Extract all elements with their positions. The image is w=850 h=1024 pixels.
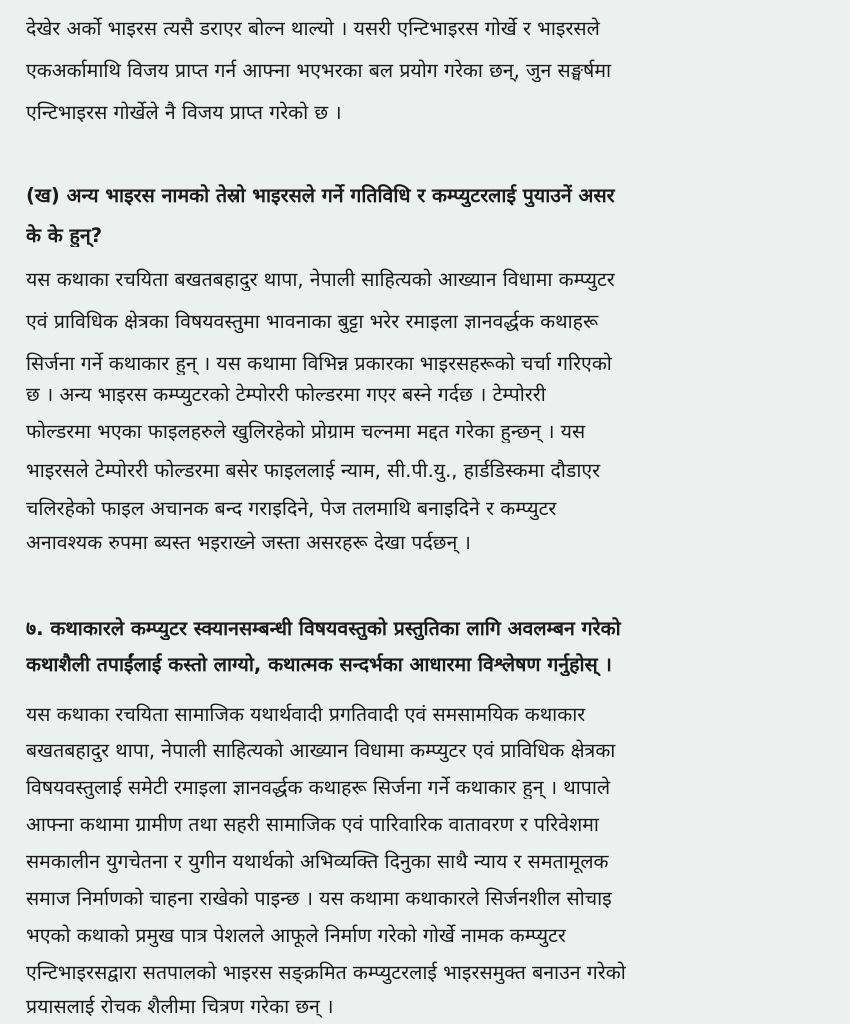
paragraph-line: प्रयासलाई रोचक शैलीमा चित्रण गरेका छन् । <box>26 995 334 1018</box>
paragraph-line: अनावश्यक रुपमा ब्यस्त भइराख्ने जस्ता असरहरू देखा पर्दछन् । <box>26 531 471 554</box>
paragraph-line: फोल्डरमा भएका फाइलहरुले खुलिरहेको प्रोग्राम चल्नमा मद्दत गरेका हुन्छन् । यस <box>26 420 586 443</box>
paragraph-line: भाइरसले टेम्पोररी फोल्डरमा बसेर फाइललाई न्याम, सी.पी.यु., हार्डडिस्कमा दौडाएर <box>26 459 601 482</box>
paragraph-line: भएको कथाको प्रमुख पात्र पेशलले आफूले निर्माण गरेको गोर्खे नामक कम्प्युटर <box>26 924 566 947</box>
paragraph-line: चलिरहेको फाइल अचानक बन्द गराइदिने, पेज तलमाथि बनाइदिने र कम्प्युटर <box>26 497 557 520</box>
question-heading: ७. कथाकारले कम्प्युटर स्क्यानसम्बन्धी विषयवस्तुको प्रस्तुतिका लागि अवलम्बन गरेको <box>26 617 621 640</box>
question-heading: के के हुन्? <box>26 224 103 247</box>
question-heading: (ख) अन्य भाइरस नामको तेस्रो भाइरसले गर्ने गतिविधि र कम्प्युटरलाई पुयाउनें असर <box>26 184 615 207</box>
paragraph-line: आफ्ना कथामा ग्रामीण तथा सहरी सामाजिक एवं पारिवारिक वातावरण र परिवेशमा <box>26 813 599 836</box>
paragraph-line: एन्टिभाइरस गोर्खेले नै विजय प्राप्त गरेको छ । <box>26 101 342 124</box>
paragraph-line: देखेर अर्को भाइरस त्यसै डराएर बोल्न थाल्यो । यसरी एन्टिभाइरस गोर्खे र भाइरसले <box>26 17 600 40</box>
question-heading: कथाशैली तपाईंलाई कस्तो लाग्यो, कथात्मक सन्दर्भका आधारमा विश्लेषण गर्नुहोस् । <box>26 653 612 676</box>
paragraph-line: विषयवस्तुलाई समेटी रमाइला ज्ञानवर्द्धक कथाहरू सिर्जना गर्ने कथाकार हुन् । थापाले <box>26 776 611 799</box>
paragraph-line: यस कथाका रचयिता सामाजिक यथार्थवादी प्रगतिवादी एवं समसामयिक कथाकार <box>26 703 586 726</box>
paragraph-line: छ । अन्य भाइरस कम्प्युटरको टेम्पोररी फोल्डरमा गएर बस्ने गर्दछ । टेम्पोररी <box>26 383 546 406</box>
paragraph-line: बखतबहादुर थापा, नेपाली साहित्यको आख्यान विधामा कम्प्युटर एवं प्राविधिक क्षेत्रका <box>26 739 616 762</box>
paragraph-line: समाज निर्माणको चाहना राखेको पाइन्छ । यस कथामा कथाकारले सिर्जनशील सोचाइ <box>26 887 612 910</box>
paragraph-line: एवं प्राविधिक क्षेत्रका विषयवस्तुमा भावनाका बुट्टा भरेर रमाइला ज्ञानवर्द्धक कथाहरू <box>26 310 599 333</box>
paragraph-line: यस कथाका रचयिता बखतबहादुर थापा, नेपाली साहित्यको आख्यान विधामा कम्प्युटर <box>26 268 615 291</box>
paragraph-line: समकालीन युगचेतना र युगीन यथार्थको अभिव्यक्ति दिनुका साथै न्याय र समतामूलक <box>26 850 609 873</box>
paragraph-line: एन्टिभाइरसद्वारा सतपालको भाइरस सङ्क्रमित कम्प्युटरलाई भाइरसमुक्त बनाउन गरेको <box>26 961 626 984</box>
paragraph-line: एकअर्कामाथि विजय प्राप्त गर्न आफ्ना भएभरका बल प्रयोग गरेका छन्, जुन सङ्घर्षमा <box>26 59 612 82</box>
paragraph-line: सिर्जना गर्ने कथाकार हुन् । यस कथामा विभिन्न प्रकारका भाइरसहरूको चर्चा गरिएको <box>26 352 612 375</box>
